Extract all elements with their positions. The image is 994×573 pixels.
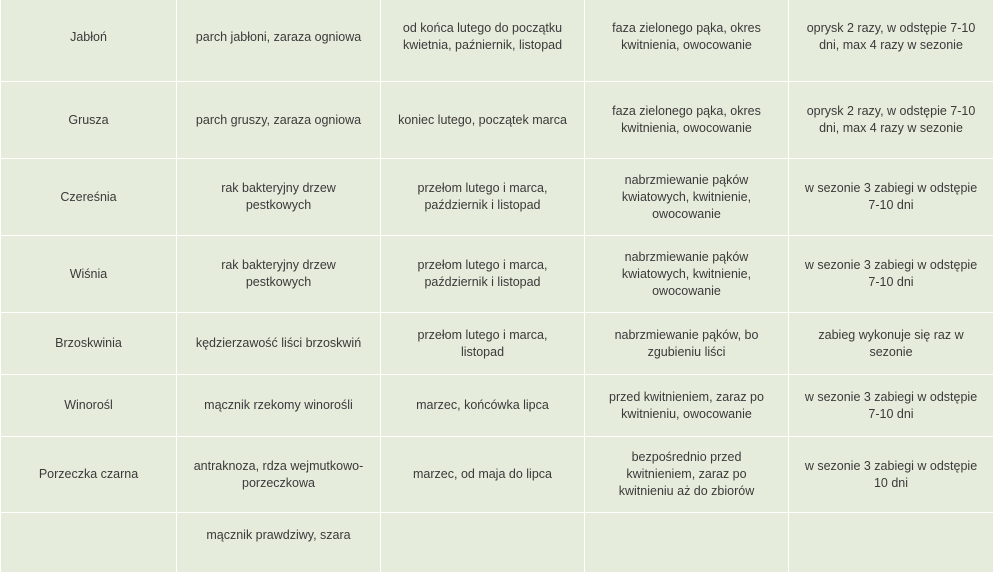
plant-cell: Jabłoń	[1, 0, 177, 82]
spraying-cell: w sezonie 3 zabiegi w odstępie 7-10 dni	[789, 236, 994, 313]
timing-cell	[381, 513, 585, 573]
timing-cell: przełom lutego i marca, październik i listopad	[381, 159, 585, 236]
plant-cell: Porzeczka czarna	[1, 437, 177, 513]
disease-cell: mącznik prawdziwy, szara	[177, 513, 381, 573]
disease-cell: mącznik rzekomy winorośli	[177, 375, 381, 437]
table-row	[1, 375, 994, 437]
timing-cell: marzec, od maja do lipca	[381, 437, 585, 513]
phase-cell: bezpośrednio przed kwitnieniem, zaraz po kwitnieniu aż do zbiorów	[585, 437, 789, 513]
spraying-cell: w sezonie 3 zabiegi w odstępie 10 dni	[789, 437, 994, 513]
timing-cell: przełom lutego i marca, październik i listopad	[381, 236, 585, 313]
table-row	[1, 313, 994, 375]
timing-cell: marzec, końcówka lipca	[381, 375, 585, 437]
timing-cell: przełom lutego i marca, listopad	[381, 313, 585, 375]
spraying-cell: zabieg wykonuje się raz w sezonie	[789, 313, 994, 375]
table-row	[1, 159, 994, 236]
plant-cell: Grusza	[1, 82, 177, 159]
phase-cell	[585, 513, 789, 573]
spraying-cell	[789, 513, 994, 573]
disease-cell: parch jabłoni, zaraza ogniowa	[177, 0, 381, 82]
spraying-cell: w sezonie 3 zabiegi w odstępie 7-10 dni	[789, 159, 994, 236]
table-row	[1, 437, 994, 513]
disease-cell: rak bakteryjny drzew pestkowych	[177, 236, 381, 313]
phase-cell: faza zielonego pąka, okres kwitnienia, owocowanie	[585, 82, 789, 159]
phase-cell: nabrzmiewanie pąków kwiatowych, kwitnienie, owocowanie	[585, 159, 789, 236]
disease-cell: rak bakteryjny drzew pestkowych	[177, 159, 381, 236]
table-row	[1, 236, 994, 313]
table-row	[1, 82, 994, 159]
disease-cell: parch gruszy, zaraza ogniowa	[177, 82, 381, 159]
timing-cell: od końca lutego do początku kwietnia, paźniernik, listopad	[381, 0, 585, 82]
plant-cell: Wiśnia	[1, 236, 177, 313]
plant-cell: Winorośl	[1, 375, 177, 437]
phase-cell: faza zielonego pąka, okres kwitnienia, owocowanie	[585, 0, 789, 82]
table-row	[1, 513, 994, 573]
disease-cell: kędzierzawość liści brzoskwiń	[177, 313, 381, 375]
table-row	[1, 0, 994, 82]
phase-cell: nabrzmiewanie pąków, bo zgubieniu liści	[585, 313, 789, 375]
plant-cell	[1, 513, 177, 573]
timing-cell: koniec lutego, początek marca	[381, 82, 585, 159]
plant-cell: Czereśnia	[1, 159, 177, 236]
spraying-cell: oprysk 2 razy, w odstępie 7-10 dni, max 4 razy w sezonie	[789, 82, 994, 159]
phase-cell: nabrzmiewanie pąków kwiatowych, kwitnienie, owocowanie	[585, 236, 789, 313]
spraying-cell: w sezonie 3 zabiegi w odstępie 7-10 dni	[789, 375, 994, 437]
spraying-cell: oprysk 2 razy, w odstępie 7-10 dni, max 4 razy w sezonie	[789, 0, 994, 82]
phase-cell: przed kwitnieniem, zaraz po kwitnieniu, owocowanie	[585, 375, 789, 437]
plant-cell: Brzoskwinia	[1, 313, 177, 375]
disease-cell: antraknoza, rdza wejmutkowo-porzeczkowa	[177, 437, 381, 513]
